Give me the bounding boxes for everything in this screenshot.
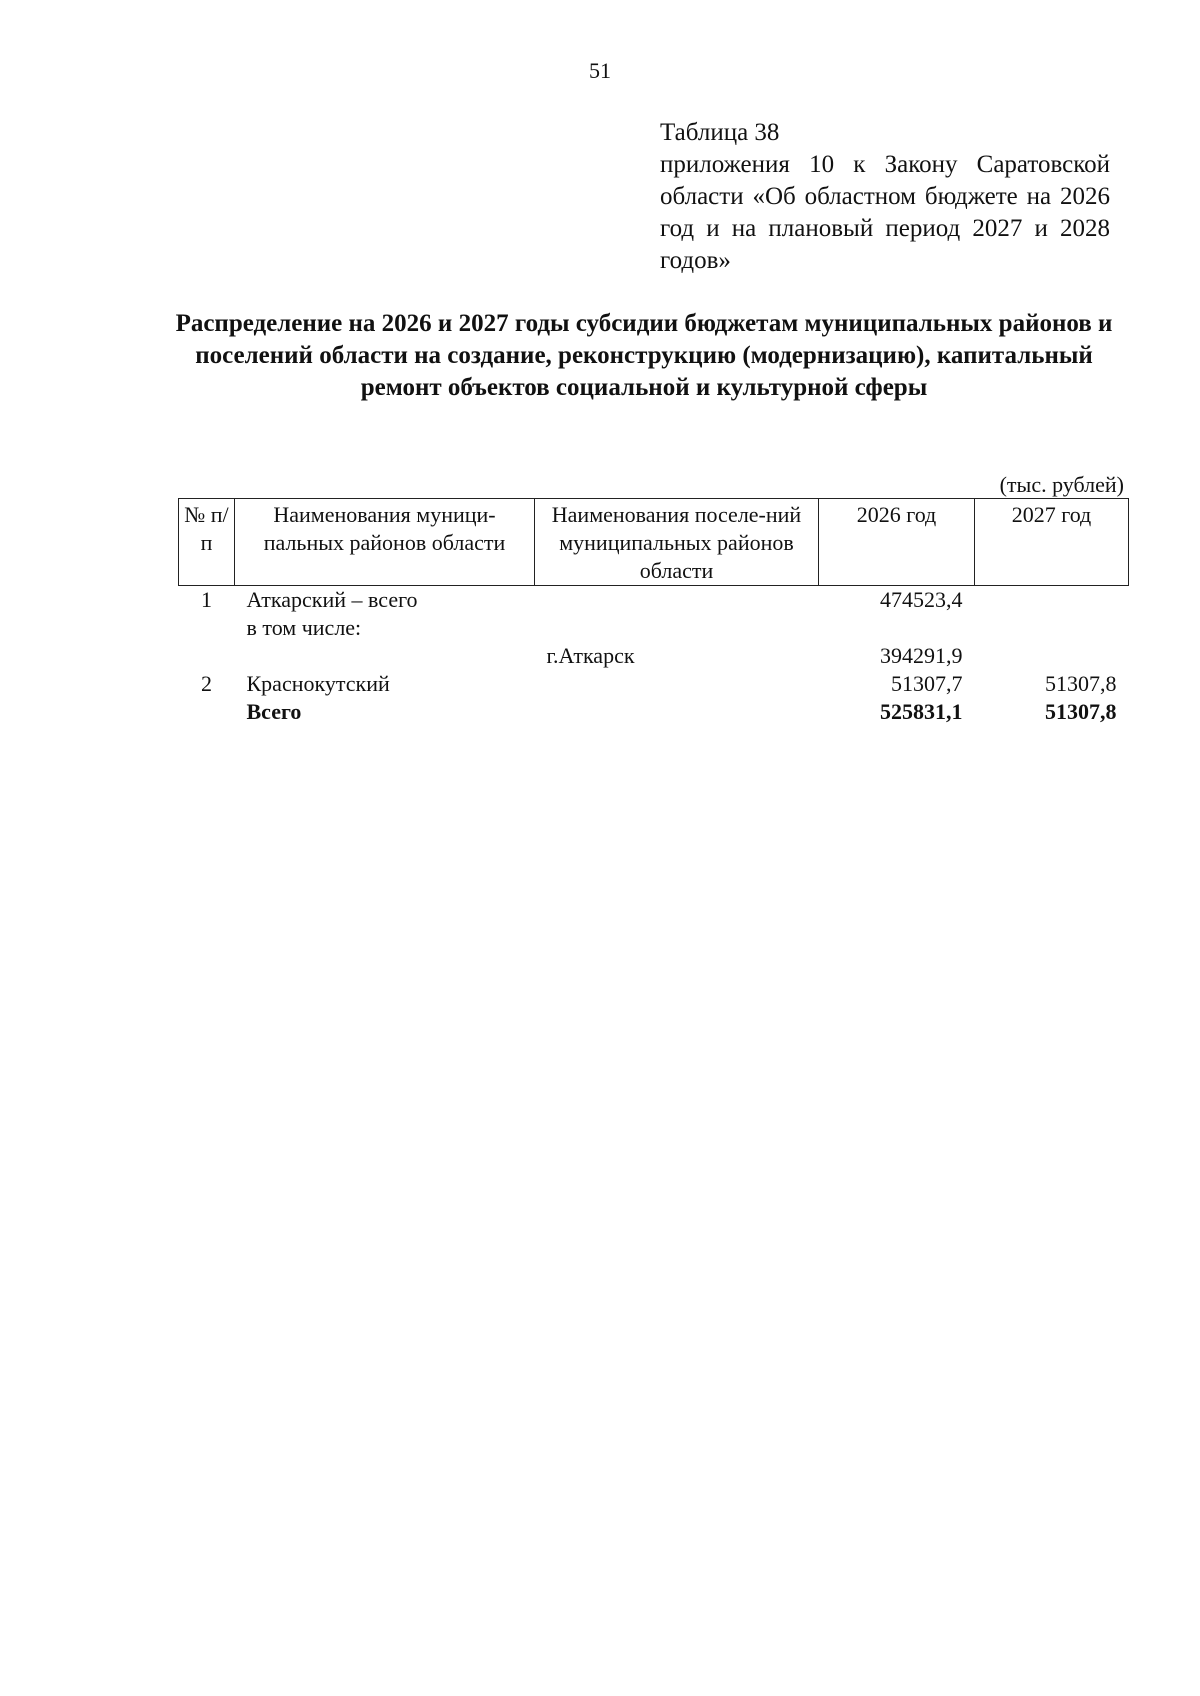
- header-2026: 2026 год: [819, 499, 975, 586]
- units-label: (тыс. рублей): [999, 472, 1124, 497]
- header-2027: 2027 год: [975, 499, 1129, 586]
- row-value-2027: 51307,8: [1045, 671, 1117, 696]
- row-value-2027: [975, 642, 1129, 670]
- table-total-row: [179, 698, 1129, 726]
- row-settlement: [535, 586, 819, 615]
- header-num: № п/п: [179, 499, 235, 586]
- table-row: [179, 586, 1129, 615]
- row-district: [235, 642, 535, 670]
- row-settlement: [535, 614, 819, 642]
- row-value-2026: 51307,7: [891, 671, 963, 696]
- table-row: [179, 614, 1129, 642]
- row-num: [179, 642, 235, 670]
- row-num: 1: [201, 587, 212, 612]
- row-value-2027: [975, 586, 1129, 615]
- row-num: [179, 614, 235, 642]
- row-district: Аткарский – всего: [246, 587, 418, 612]
- row-district: в том числе:: [246, 615, 362, 640]
- total-value-2026: 525831,1: [880, 699, 963, 724]
- table-row: [179, 670, 1129, 698]
- total-value-2027: 51307,8: [1045, 699, 1117, 724]
- header-district: Наименования муници-пальных районов области: [235, 499, 535, 586]
- subsidy-table: [178, 498, 1129, 726]
- header-settlement: Наименования поселе-ний муниципальных районов области: [535, 499, 819, 586]
- row-value-2026: 394291,9: [880, 643, 963, 668]
- page-number: 51: [589, 58, 611, 83]
- document-title: Распределение на 2026 и 2027 годы субсидии бюджетам муниципальных районов и поселений области на создание, реконструкцию (модернизацию), капитальный ремонт объектов социальной и культурной сферы: [175, 310, 1113, 401]
- annex-reference: [660, 117, 1110, 277]
- row-settlement: г.Аткарск: [546, 643, 635, 668]
- row-value-2026: 474523,4: [880, 587, 963, 612]
- total-settlement: [535, 698, 819, 726]
- table-header-row: [179, 499, 1129, 586]
- row-value-2026: [819, 614, 975, 642]
- row-district: Краснокутский: [246, 671, 390, 696]
- row-settlement: [535, 670, 819, 698]
- table-row: [179, 642, 1129, 670]
- total-num: [179, 698, 235, 726]
- annex-text: приложения 10 к Закону Саратовской области «Об областном бюджете на 2026 год и на плановый период 2027 и 2028 годов»: [660, 151, 1110, 274]
- row-value-2027: [975, 614, 1129, 642]
- table-label: Таблица 38: [660, 119, 780, 146]
- total-label: Всего: [246, 699, 302, 724]
- row-num: 2: [201, 671, 212, 696]
